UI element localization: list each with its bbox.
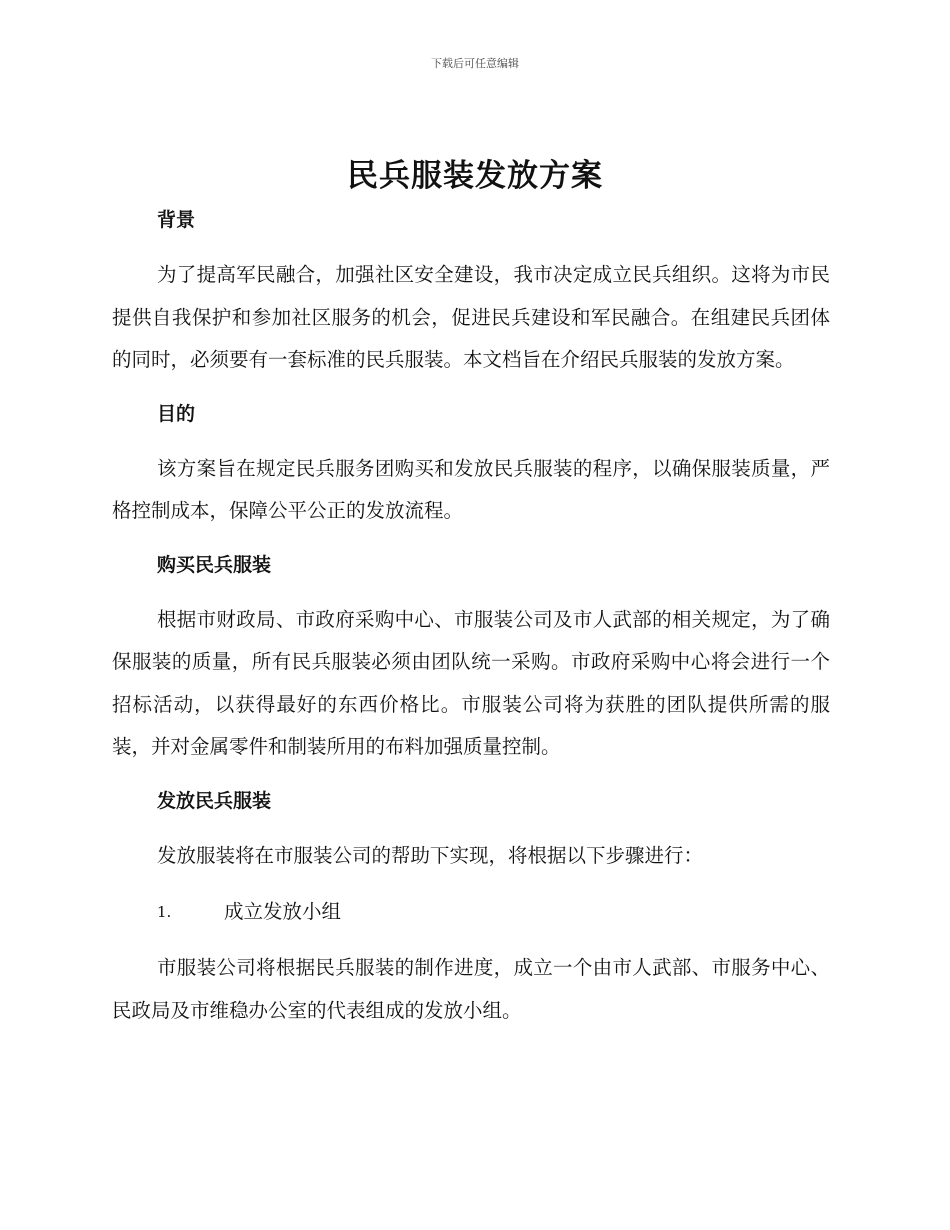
step-paragraph-1: 市服装公司将根据民兵服装的制作进度，成立一个由市人武部、市服务中心、民政局及市维稳办公室的代表组成的发放小组。 xyxy=(112,956,830,1022)
section-heading-purpose: 目的 xyxy=(157,402,196,425)
section-heading-purchase: 购买民兵服装 xyxy=(157,553,272,576)
section-paragraph-purchase: 根据市财政局、市政府采购中心、市服装公司及市人武部的相关规定，为了确保服装的质量，所有民兵服装必须由团队统一采购。市政府采购中心将会进行一个招标活动，以获得最好的东西价格比。市服装公司将为获胜的团队提供所需的服装，并对金属零件和制装所用的布料加强质量控制。 xyxy=(112,607,830,758)
section-paragraph-background: 为了提高军民融合，加强社区安全建设，我市决定成立民兵组织。这将为市民提供自我保护和参加社区服务的机会，促进民兵建设和军民融合。在组建民兵团体的同时，必须要有一套标准的民兵服装。本文档旨在介绍民兵服装的发放方案。 xyxy=(112,263,830,371)
section-paragraph-distribution: 发放服装将在市服装公司的帮助下实现，将根据以下步骤进行： xyxy=(157,843,704,867)
section-heading-distribution: 发放民兵服装 xyxy=(157,789,272,812)
list-item-title: 成立发放小组 xyxy=(224,900,342,923)
document-body xyxy=(112,202,830,1032)
list-item-step-1 xyxy=(112,891,830,933)
header-note: 下载后可任意编辑 xyxy=(431,57,519,70)
section-paragraph-purpose: 该方案旨在规定民兵服务团购买和发放民兵服装的程序，以确保服装质量，严格控制成本，保障公平公正的发放流程。 xyxy=(112,456,830,522)
document-title: 民兵服装发放方案 xyxy=(347,158,603,194)
section-heading-background: 背景 xyxy=(157,209,196,231)
list-item-number: 1. xyxy=(157,903,172,921)
